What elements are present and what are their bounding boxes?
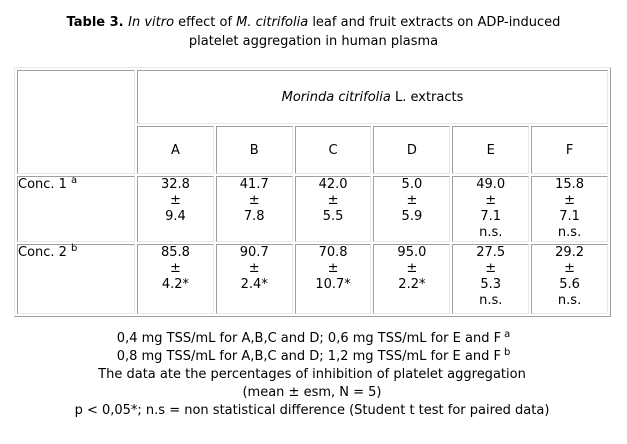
cell-pm: ± (485, 261, 497, 276)
cell-error: 7.1 (559, 209, 580, 224)
cell-error: 5.6 (559, 277, 580, 292)
cell-error: 2.4* (240, 277, 268, 292)
row-label-superscript: a (70, 174, 78, 186)
cell-value: 70.8 (318, 245, 348, 260)
cell-pm: ± (248, 261, 260, 276)
caption-italic-species: M. citrifolia (236, 15, 309, 30)
group-header-row (17, 70, 608, 124)
cell-error: 2.2* (398, 277, 426, 292)
footnote-superscript: a (504, 328, 511, 340)
corner-cell (17, 70, 135, 174)
value-cell (452, 176, 529, 242)
cell-error: 9.4 (165, 209, 186, 224)
footnote-line (0, 402, 627, 420)
cell-error: 10.7* (315, 277, 351, 292)
value-cell (373, 244, 450, 314)
cell-error: 7.8 (243, 209, 265, 224)
cell-value: 5.0 (401, 177, 423, 192)
table-row-conc1 (17, 176, 608, 242)
cell-value: 29.2 (555, 245, 585, 260)
footnotes-block (0, 330, 627, 420)
cell-error: 7.1 (480, 209, 502, 224)
table-row-conc2 (17, 244, 608, 314)
footnote-line (0, 366, 627, 384)
footnote-line (0, 330, 627, 348)
cell-pm: ± (169, 261, 181, 276)
column-header-b: B (216, 126, 293, 174)
cell-error: 5.5 (322, 209, 344, 224)
cell-pm: ± (406, 193, 418, 208)
cell-pm: ± (169, 193, 181, 208)
column-header-f: F (531, 126, 608, 174)
cell-error: 4.2* (161, 277, 189, 292)
cell-pm: ± (248, 193, 260, 208)
cell-pm: ± (406, 261, 418, 276)
value-cell (295, 244, 372, 314)
value-cell (137, 176, 214, 242)
footnote-text: 0,8 mg TSS/mL for A,B,C and D; 1,2 mg TSS/mL for E and F (116, 349, 501, 364)
cell-value: 27.5 (476, 245, 506, 260)
cell-error: 5.9 (401, 209, 423, 224)
group-header-rest: L. extracts (390, 89, 464, 105)
row-label: Conc. 1 (18, 177, 67, 192)
cell-value: 95.0 (397, 245, 427, 260)
cell-value: 41.7 (239, 177, 269, 192)
cell-note: n.s. (557, 293, 582, 308)
footnote-line (0, 384, 627, 402)
value-cell (531, 176, 608, 242)
footnote-text: p < 0,05*; n.s = non statistical difference (Student t test for paired data) (74, 403, 550, 418)
caption-italic-invitro: In vitro (128, 15, 175, 30)
cell-pm: ± (485, 193, 497, 208)
group-header-cell (137, 70, 608, 124)
value-cell (216, 244, 293, 314)
cell-note: n.s. (479, 293, 503, 308)
cell-pm: ± (564, 193, 576, 208)
row-label-cell (17, 244, 135, 314)
caption-table-number: Table 3. (66, 15, 129, 30)
group-header-italic: Morinda citrifolia (281, 89, 391, 105)
value-cell (216, 176, 293, 242)
footnote-text: (mean ± esm, N = 5) (242, 385, 382, 400)
cell-pm: ± (327, 193, 339, 208)
row-label: Conc. 2 (18, 245, 67, 260)
table-caption (0, 13, 627, 51)
row-label-superscript: b (70, 242, 78, 254)
footnote-text: 0,4 mg TSS/mL for A,B,C and D; 0,6 mg TSS/mL for E and F (116, 331, 502, 346)
cell-value: 42.0 (318, 177, 348, 192)
caption-line-2: platelet aggregation in human plasma (188, 34, 439, 49)
cell-value: 85.8 (160, 245, 190, 260)
page (0, 13, 627, 444)
cell-value: 32.8 (160, 177, 190, 192)
value-cell (295, 176, 372, 242)
value-cell (531, 244, 608, 314)
column-header-e: E (452, 126, 529, 174)
cell-pm: ± (327, 261, 339, 276)
cell-note: n.s. (479, 225, 503, 240)
cell-pm: ± (564, 261, 576, 276)
cell-value: 90.7 (239, 245, 269, 260)
cell-error: 5.3 (480, 277, 502, 292)
row-label-cell (17, 176, 135, 242)
cell-value: 15.8 (555, 177, 585, 192)
value-cell (137, 244, 214, 314)
value-cell (452, 244, 529, 314)
column-header-d: D (373, 126, 450, 174)
column-header-a: A (137, 126, 214, 174)
caption-mid-text: effect of (174, 15, 237, 30)
cell-value: 49.0 (476, 177, 506, 192)
footnote-text: The data ate the percentages of inhibition of platelet aggregation (98, 367, 526, 382)
footnote-line (0, 348, 627, 366)
cell-note: n.s. (557, 225, 582, 240)
caption-rest-text: leaf and fruit extracts on ADP-induced (308, 15, 561, 30)
footnote-superscript: b (503, 346, 511, 358)
column-header-c: C (295, 126, 372, 174)
value-cell (373, 176, 450, 242)
data-table (14, 67, 611, 317)
caption-line-1 (0, 13, 627, 32)
